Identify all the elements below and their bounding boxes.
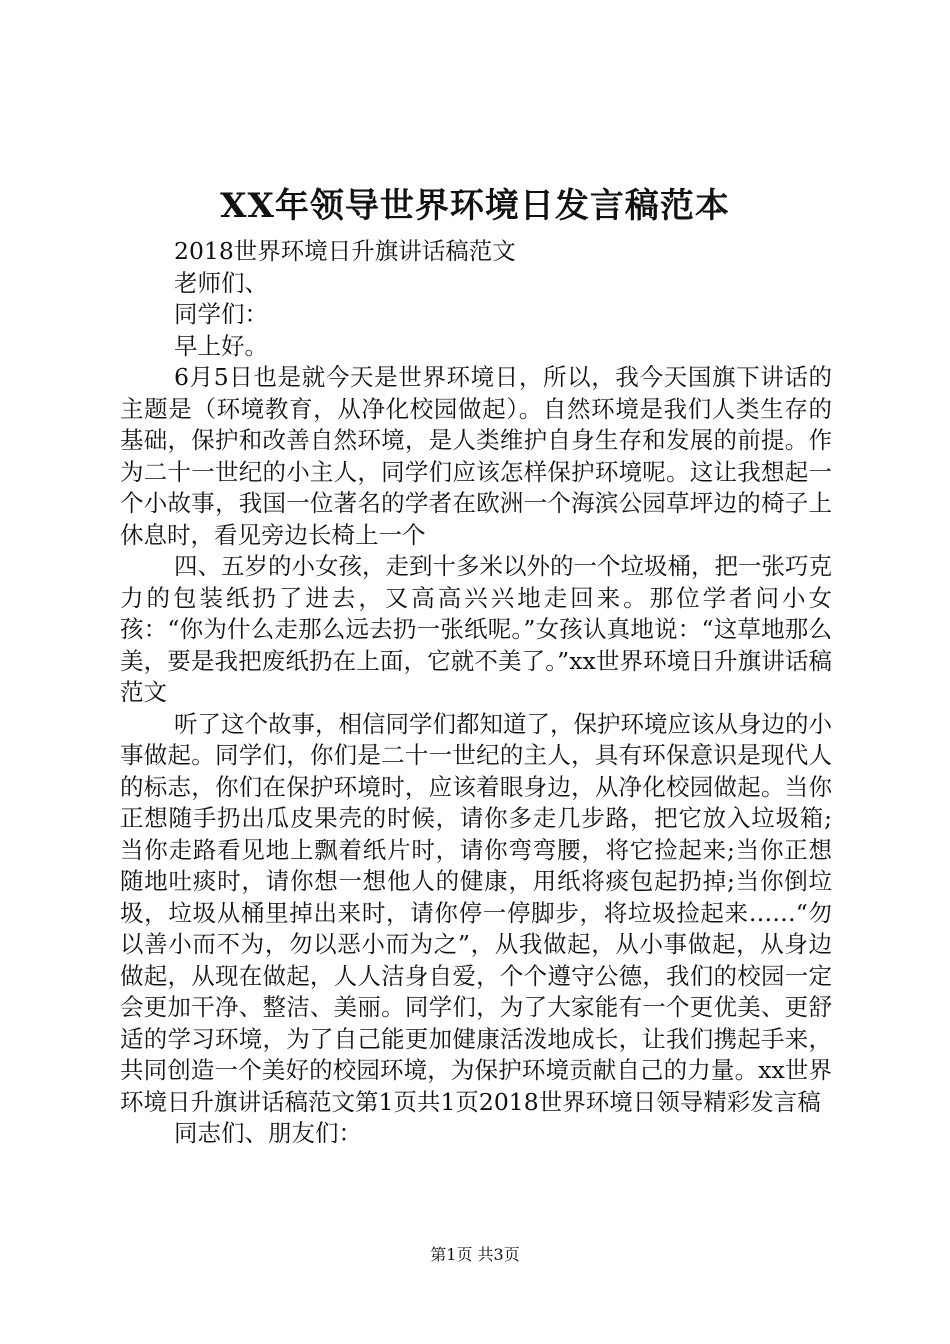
paragraph-story: 四、五岁的小女孩，走到十多米以外的一个垃圾桶，把一张巧克力的包装纸扔了进去，又高高兴兴地走回来。那位学者问小女孩：“你为什么走那么远去扔一张纸呢。”女孩认真地说：“这草地那么美，要是我把废纸扔在上面，它就不美了。”xx世界环境日升旗讲话稿范文: [120, 552, 832, 706]
paragraph-intro: 6月5日也是就今天是世界环境日，所以，我今天国旗下讲话的主题是（环境教育，从净化校园做起）。自然环境是我们人类生存的基础，保护和改善自然环境，是人类维护自身生存和发展的前提。作为二十一世纪的小主人，同学们应该怎样保护环境呢。这让我想起一个小故事，我国一位著名的学者在欧洲一个海滨公园草坪边的椅子上休息时，看见旁边长椅上一个: [120, 363, 832, 549]
document-title: XX年领导世界环境日发言稿范本: [220, 186, 730, 226]
paragraph-greeting-students: 同学们：: [174, 300, 268, 328]
paragraph-subtitle: 2018世界环境日升旗讲话稿范文: [174, 237, 516, 265]
paragraph-good-morning: 早上好。: [174, 331, 268, 360]
document-body: [120, 236, 832, 1150]
paragraph-greeting-teachers: 老师们、: [174, 268, 268, 297]
page-footer: 第1页 共3页: [430, 1245, 520, 1264]
paragraph-greeting-comrades: 同志们、朋友们：: [174, 1119, 362, 1147]
paragraph-call-to-action: 听了这个故事，相信同学们都知道了，保护环境应该从身边的小事做起。同学们，你们是二十一世纪的主人，具有环保意识是现代人的标志，你们在保护环境时，应该着眼身边，从净化校园做起。当你正想随手扔出瓜皮果壳的时候，请你多走几步路，把它放入垃圾箱;当你走路看见地上飘着纸片时，请你弯弯腰，将它捡起来;当你正想随地吐痰时，请你想一想他人的健康，用纸将痰包起扔掉;当你倒垃圾，垃圾从桶里掉出来时，请你停一停脚步，将垃圾捡起来……“勿以善小而不为，勿以恶小而为之”，从我做起，从小事做起，从身边做起，从现在做起，人人洁身自爱，个个遵守公德，我们的校园一定会更加干净、整洁、美丽。同学们，为了大家能有一个更优美、更舒适的学习环境，为了自己能更加健康活泼地成长，让我们携起手来，共同创造一个美好的校园环境，为保护环境贡献自己的力量。xx世界环境日升旗讲话稿范文第1页共1页2018世界环境日领导精彩发言稿: [120, 709, 832, 1116]
